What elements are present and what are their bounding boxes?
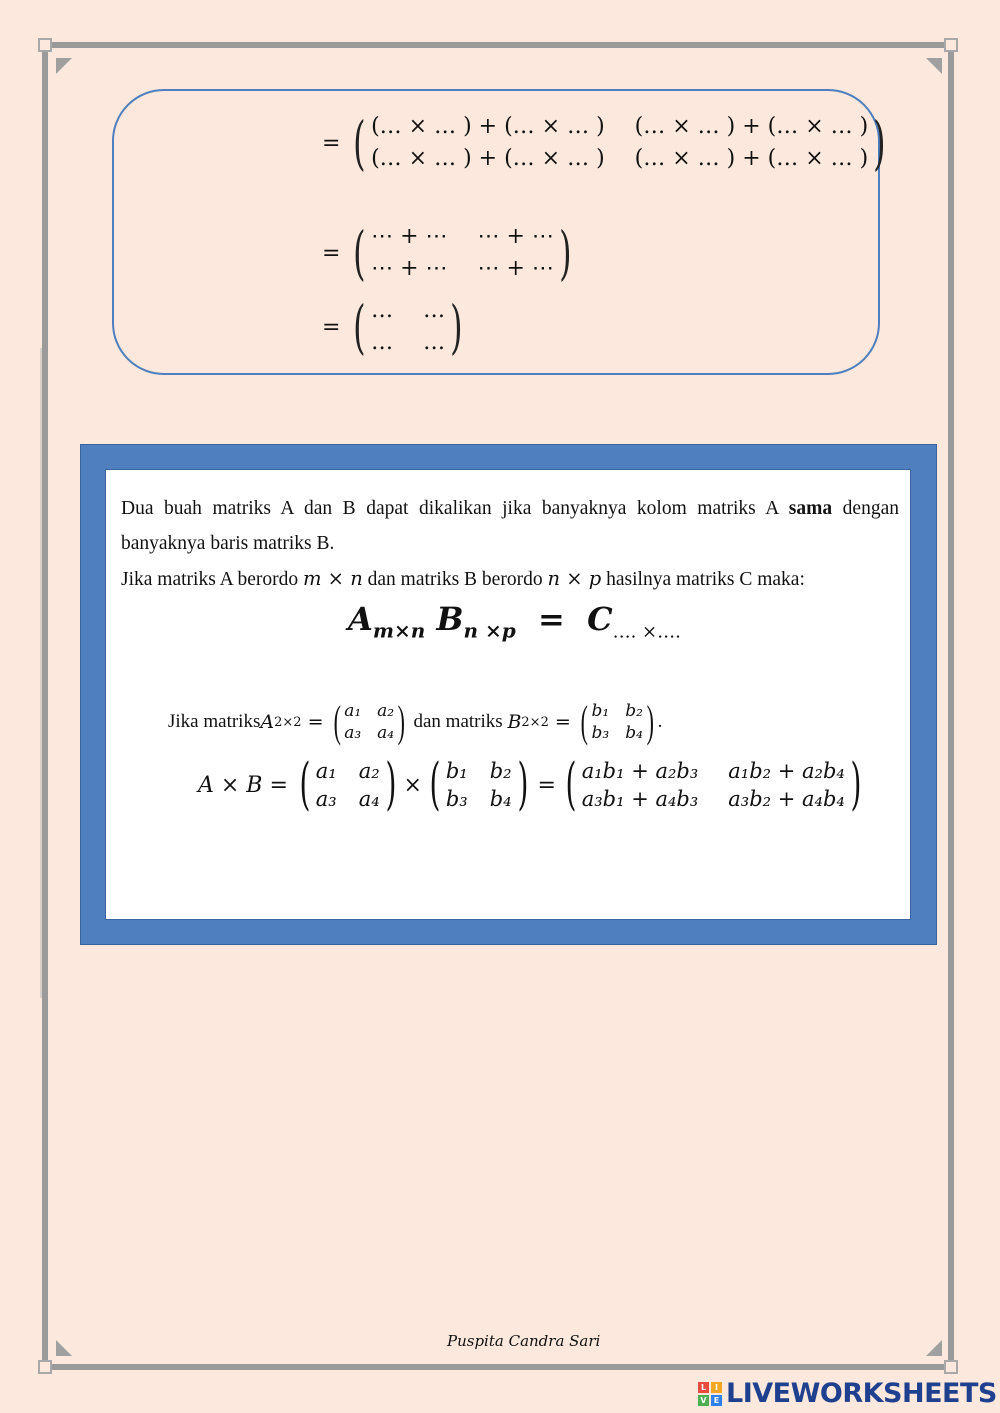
logo-letter: L: [698, 1382, 709, 1393]
formula-b: B: [436, 600, 464, 638]
page-border-left: [42, 42, 48, 1370]
product-matrix-b: [446, 757, 512, 813]
matrix-cell: a₄: [377, 723, 395, 743]
matrix-cell: a₁b₂ + a₂b₄: [728, 759, 845, 783]
matrix-cell: a₁b₁ + a₂b₃: [581, 759, 699, 783]
matrix-cell: a₂: [358, 759, 380, 783]
brand-name: LIVEWORKSHEETS: [726, 1378, 997, 1409]
matrix-sums: [371, 222, 554, 284]
matrix-cell: a₃: [315, 787, 337, 811]
example-text: Jika matriks: [168, 711, 261, 732]
matrix-cell: ⋯ + ⋯: [477, 256, 554, 281]
corner-triangle-tr: [926, 58, 942, 74]
product-matrix-result: [582, 757, 845, 813]
matrix-cell: a₂: [377, 701, 395, 721]
definition-paragraph: [121, 491, 899, 561]
computation-line-1: [322, 109, 891, 177]
liveworksheets-logo-icon: [698, 1382, 722, 1406]
page-border-right: [948, 42, 954, 1370]
example-statement: [168, 697, 663, 746]
page-border-bottom: [42, 1364, 954, 1370]
matrix-cell: ⋯ + ⋯: [371, 256, 448, 281]
logo-letter: V: [698, 1395, 709, 1406]
left-paren: (: [333, 697, 341, 746]
matrix-cell: (… × … ) + (… × … ): [634, 146, 869, 171]
left-paren: (: [580, 697, 588, 746]
formula-a-order: m×n: [372, 618, 426, 643]
matrix-cell: (… × … ) + (… × … ): [634, 114, 869, 139]
right-paren: ): [517, 752, 528, 817]
equals-sign: =: [322, 130, 341, 156]
example-b-name: B: [507, 711, 522, 733]
corner-square-tr: [944, 38, 958, 52]
matrix-result: [371, 296, 445, 358]
matrix-cell: b₃: [591, 723, 610, 743]
matrix-cell: b₄: [625, 723, 643, 743]
example-a-order: 2×2: [274, 714, 302, 730]
order-a: m × n: [302, 567, 363, 590]
matrix-cell: a₁: [315, 759, 337, 783]
order-text: hasilnya matriks C maka:: [601, 569, 805, 590]
product-equals: =: [537, 772, 556, 798]
right-paren: ): [873, 109, 886, 177]
example-equals: =: [548, 711, 577, 733]
matrix-cell: ⋯ + ⋯: [371, 224, 448, 249]
order-b: n × p: [547, 567, 602, 590]
product-lhs: A × B =: [198, 772, 288, 798]
definition-text: dengan banyaknya baris matriks B.: [121, 498, 899, 554]
example-matrix-a: [344, 700, 394, 744]
matrix-cell: …: [371, 330, 394, 355]
matrix-cell: (… × … ) + (… × … ): [371, 114, 605, 139]
formula-c: C: [587, 600, 613, 638]
equals-sign: =: [322, 314, 341, 340]
matrix-cell: a₃: [344, 723, 362, 743]
matrix-cell: a₁: [344, 701, 362, 721]
corner-square-br: [944, 1360, 958, 1374]
left-paren: (: [429, 752, 441, 817]
computation-line-2: [322, 219, 577, 287]
matrix-cell: a₃b₂ + a₄b₄: [728, 787, 845, 811]
corner-square-tl: [38, 38, 52, 52]
matrix-cell: a₄: [358, 787, 380, 811]
liveworksheets-brand: [698, 1378, 997, 1409]
matrix-cell: …: [423, 330, 446, 355]
logo-letter: E: [711, 1395, 722, 1406]
example-b-order: 2×2: [521, 714, 549, 730]
matrix-cell: a₃b₁ + a₄b₃: [581, 787, 699, 811]
page-border-inner-line: [40, 348, 42, 998]
left-paren: (: [353, 293, 366, 361]
product-formula: [198, 752, 867, 817]
matrix-cell: b₄: [489, 787, 512, 811]
matrix-cell: b₂: [625, 701, 643, 721]
page-border-top: [42, 42, 954, 48]
author-signature: Puspita Candra Sari: [447, 1332, 601, 1350]
example-matrix-b: [592, 700, 643, 744]
left-paren: (: [353, 219, 366, 287]
matrix-cell: b₁: [591, 701, 610, 721]
formula-equals: =: [538, 600, 565, 638]
order-text: Jika matriks A berordo: [121, 569, 303, 590]
formula-a: A: [348, 600, 373, 638]
definition-text: Dua buah matriks A dan B dapat dikalikan jika banyaknya kolom matriks A: [121, 498, 789, 519]
matrix-cell: b₂: [489, 759, 512, 783]
matrix-cell: (… × … ) + (… × … ): [371, 146, 605, 171]
right-paren: ): [450, 293, 463, 361]
matrix-cell: …: [371, 298, 394, 323]
left-paren: (: [353, 109, 366, 177]
corner-square-bl: [38, 1360, 52, 1374]
example-text: dan matriks: [408, 711, 508, 732]
matrix-expanded: [371, 112, 868, 174]
matrix-cell: ⋯ + ⋯: [477, 224, 554, 249]
product-times: ×: [403, 772, 422, 798]
corner-triangle-tl: [56, 58, 72, 74]
product-matrix-a: [316, 757, 380, 813]
matrix-cell: …: [423, 298, 446, 323]
formula-c-order: …. ×….: [612, 621, 681, 643]
right-paren: ): [850, 752, 862, 817]
right-paren: ): [559, 219, 572, 287]
corner-triangle-br: [926, 1340, 942, 1356]
equals-sign: =: [322, 240, 341, 266]
example-a-name: A: [260, 711, 275, 733]
example-equals: =: [301, 711, 330, 733]
formula-b-order: n ×p: [463, 618, 516, 643]
left-paren: (: [299, 752, 311, 817]
right-paren: ): [385, 752, 397, 817]
matrix-cell: b₁: [445, 759, 468, 783]
right-paren: ): [397, 697, 406, 746]
order-paragraph: [121, 561, 899, 597]
logo-letter: I: [711, 1382, 722, 1393]
definition-emphasis: sama: [788, 498, 833, 519]
right-paren: ): [646, 697, 654, 746]
left-paren: (: [565, 752, 577, 817]
order-formula: [348, 600, 681, 642]
order-text: dan matriks B berordo: [362, 569, 548, 590]
example-period: .: [657, 711, 663, 732]
matrix-cell: b₃: [445, 787, 468, 811]
computation-line-3: [322, 293, 468, 361]
corner-triangle-bl: [56, 1340, 72, 1356]
